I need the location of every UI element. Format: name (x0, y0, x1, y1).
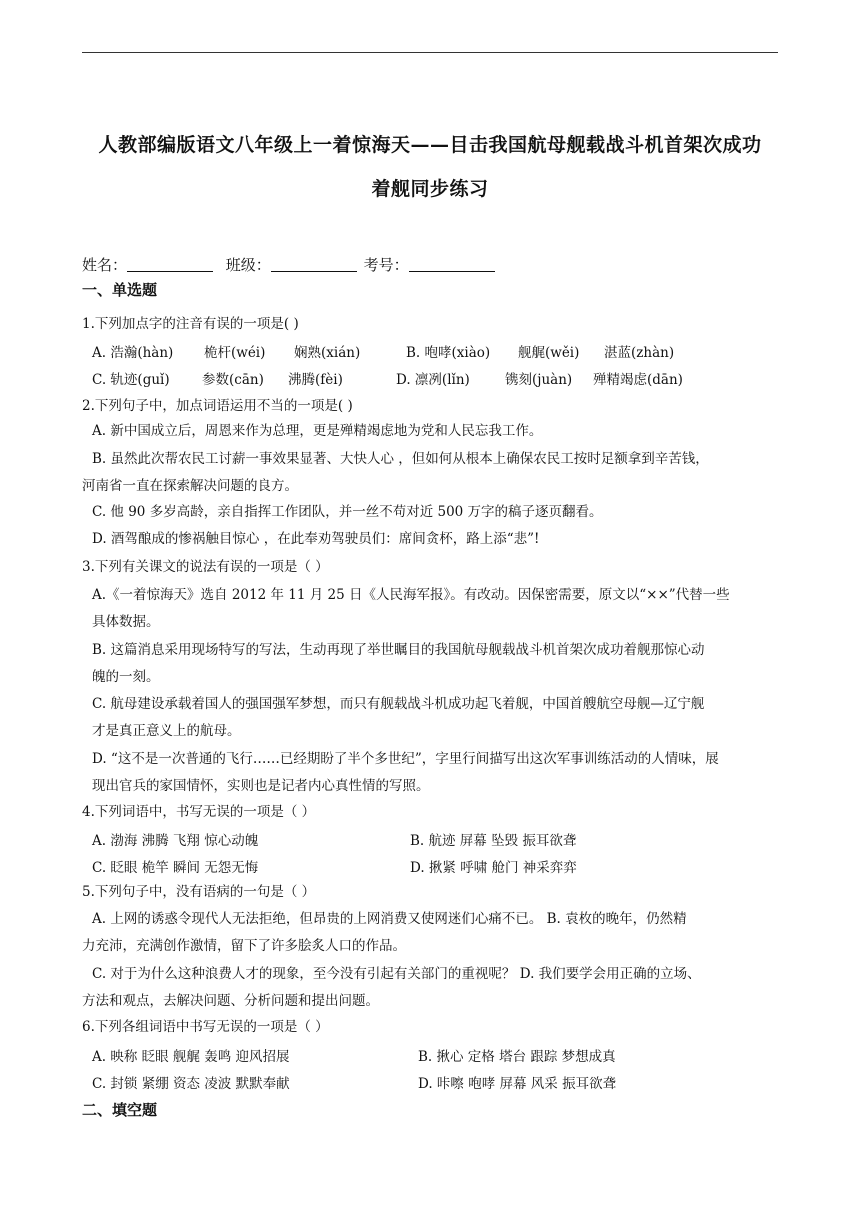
section-heading-single-choice: 一、单选题 (82, 281, 158, 299)
q6-stem: 6.下列各组词语中书写无误的一项是（ ） (82, 1019, 329, 1035)
q2-option-a[interactable]: A. 新中国成立后，周恩来作为总理，更是殚精竭虑地为党和人民忘我工作。 (92, 423, 543, 439)
q1-option-d-word3: 殚精竭虑(dān) (593, 372, 683, 388)
q1-option-b-word2: 舰艉(wěi) (518, 345, 580, 361)
q1-option-a-word2: 桅杆(wéi) (204, 345, 266, 361)
q2-option-d[interactable]: D. 酒驾酿成的惨祸触目惊心 ，在此奉劝驾驶员们：席间贪杯，路上添“悲”! (92, 531, 540, 547)
header-rule (82, 52, 778, 53)
q3-option-c-line1[interactable]: C. 航母建设承载着国人的强国强军梦想，而只有舰载战斗机成功起飞着舰，中国首艘航空母舰—辽宁舰 (92, 696, 705, 712)
q2-stem: 2.下列句子中，加点词语运用不当的一项是( ) (82, 398, 353, 414)
section-heading-fill-blank: 二、填空题 (82, 1101, 158, 1119)
q1-option-d-word2: 镌刻(juàn) (505, 372, 573, 388)
q4-stem: 4.下列词语中，书写无误的一项是（ ） (82, 804, 316, 820)
q5-options-line2: 力充沛，充满创作激情，留下了许多脍炙人口的作品。 (82, 938, 406, 954)
q1-option-d[interactable]: D. 凛冽(lǐn) (396, 372, 470, 388)
q5-options-line4: 方法和观点，去解决问题、分析问题和提出问题。 (82, 993, 379, 1009)
q2-option-b-line1[interactable]: B. 虽然此次帮农民工讨薪一事效果显著、大快人心 ，但如何从根本上确保农民工按时足额拿到辛苦钱， (92, 451, 709, 467)
q1-option-c[interactable]: C. 轨迹(guǐ) (92, 372, 170, 388)
exam-blank[interactable] (409, 257, 495, 272)
q6-option-a[interactable]: A. 映称 眨眼 舰艉 轰鸣 迎风招展 (92, 1049, 290, 1065)
q3-option-b-line2: 魄的一刻。 (92, 669, 160, 685)
doc-title-line2: 着舰同步练习 (371, 178, 489, 200)
q1-option-c-word3: 沸腾(fèi) (288, 372, 343, 388)
q1-option-b[interactable]: B. 咆哮(xiào) (406, 345, 491, 361)
q6-option-c[interactable]: C. 封锁 紧绷 资态 凌波 默默奉献 (92, 1076, 290, 1092)
q1-option-c-word2: 参数(cān) (202, 372, 264, 388)
class-label: 班级： (225, 256, 271, 274)
name-label: 姓名： (82, 256, 128, 274)
q4-option-c[interactable]: C. 眨眼 桅竿 瞬间 无怨无悔 (92, 860, 259, 876)
q1-stem: 1.下列加点字的注音有误的一项是( ) (82, 316, 299, 332)
q3-option-a-line2: 具体数据。 (92, 614, 160, 630)
q3-option-b-line1[interactable]: B. 这篇消息采用现场特写的写法，生动再现了举世瞩目的我国航母舰载战斗机首架次成功着舰那惊心动 (92, 642, 705, 658)
q6-option-b[interactable]: B. 揪心 定格 塔台 跟踪 梦想成真 (418, 1049, 616, 1065)
q3-option-d-line2: 现出官兵的家国情怀，实则也是记者内心真性情的写照。 (92, 778, 430, 794)
class-blank[interactable] (271, 257, 357, 272)
q3-option-a-line1[interactable]: A.《一着惊海天》选自 2012 年 11 月 25 日《人民海军报》。有改动。因保密需要，原文以“××”代替一些 (92, 587, 730, 603)
q3-option-c-line2: 才是真正意义上的航母。 (92, 723, 241, 739)
q2-option-b-line2: 河南省一直在探索解决问题的良方。 (82, 478, 298, 494)
q5-options-line1[interactable]: A. 上网的诱惑令现代人无法拒绝，但昂贵的上网消费又使网迷们心痛不已。 B. 袁枚的晚年，仍然精 (92, 911, 687, 927)
q2-option-c[interactable]: C. 他 90 多岁高龄，亲自指挥工作团队，并一丝不苟对近 500 万字的稿子逐页翻看。 (92, 504, 603, 520)
q4-option-b[interactable]: B. 航迹 屏幕 坠毁 振耳欲聋 (410, 833, 577, 849)
name-blank[interactable] (127, 257, 213, 272)
q1-option-a-word3: 娴熟(xián) (294, 345, 361, 361)
q4-option-a[interactable]: A. 渤海 沸腾 飞翔 惊心动魄 (92, 833, 259, 849)
q1-option-b-word3: 湛蓝(zhàn) (604, 345, 675, 361)
q6-option-d[interactable]: D. 咔嚓 咆哮 屏幕 风采 振耳欲聋 (418, 1076, 617, 1092)
q3-stem: 3.下列有关课文的说法有误的一项是（ ） (82, 559, 329, 575)
q3-option-d-line1[interactable]: D. “这不是一次普通的飞行……已经期盼了半个多世纪”，字里行间描写出这次军事训练活动的人情味，展 (92, 751, 719, 767)
q5-options-line3[interactable]: C. 对于为什么这种浪费人才的现象，至今没有引起有关部门的重视呢？ D. 我们要学会用正确的立场、 (92, 966, 701, 982)
student-info-row (82, 254, 497, 275)
doc-title-line1: 人教部编版语文八年级上一着惊海天——目击我国航母舰载战斗机首架次成功 (98, 134, 762, 156)
exam-label: 考号： (363, 256, 409, 274)
q5-stem: 5.下列句子中，没有语病的一句是（ ） (82, 884, 316, 900)
q4-option-d[interactable]: D. 揪紧 呼啸 舱门 神采弈弈 (410, 860, 577, 876)
q1-option-a[interactable]: A. 浩瀚(hàn) (92, 345, 174, 361)
